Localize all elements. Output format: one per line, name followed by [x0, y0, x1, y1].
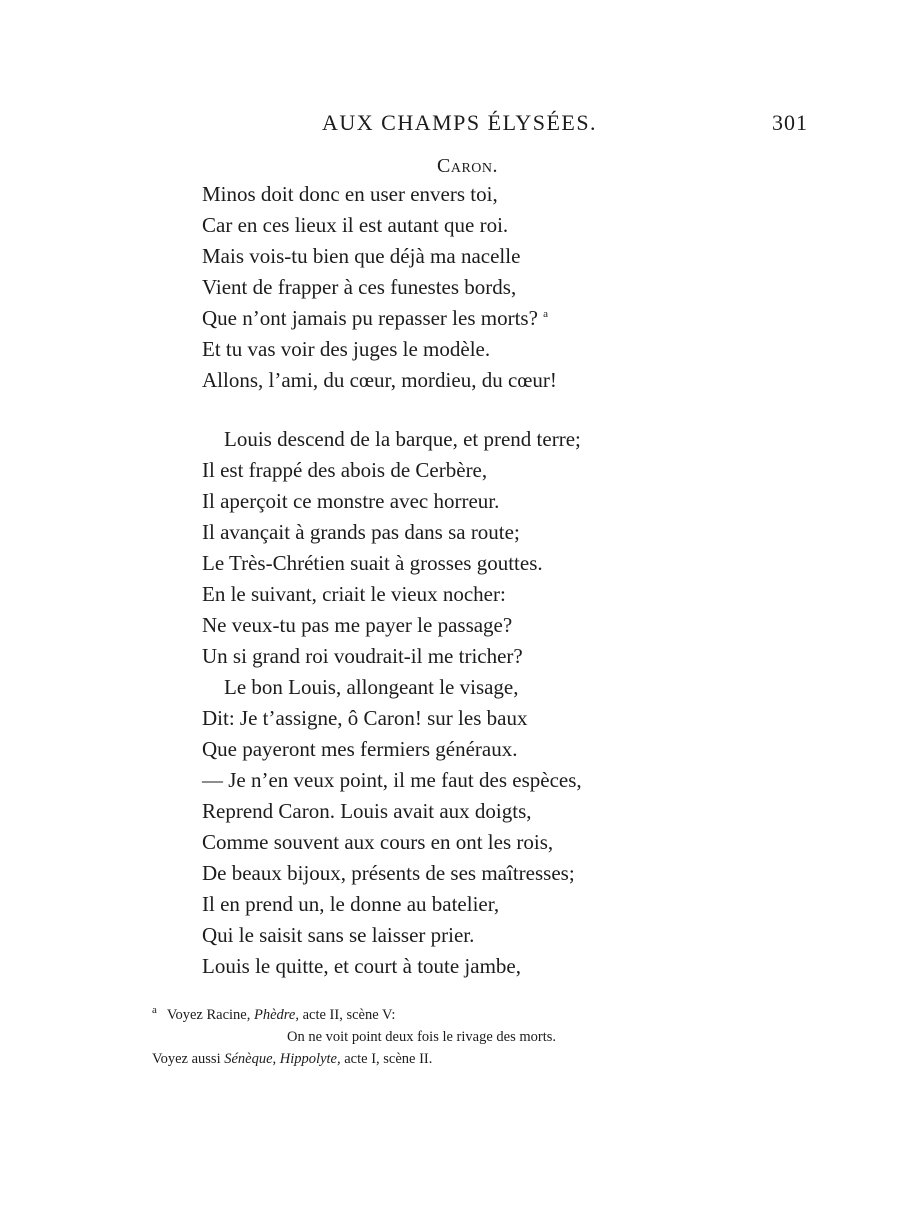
verse-stanza-2 — [202, 424, 582, 982]
footnote-work-title: Sénèque, Hippolyte, — [224, 1051, 341, 1067]
footnote-text: acte II, scène V: — [302, 1007, 396, 1023]
verse-stanza-1 — [202, 179, 557, 396]
verse-line: Un si grand roi voudrait-il me tricher? — [202, 644, 523, 668]
footnote-text: Voyez Racine, — [166, 1007, 251, 1023]
verse-line: Ne veux-tu pas me payer le passage? — [202, 613, 513, 637]
speaker-name: Caron. — [437, 155, 499, 177]
verse-line: Minos doit donc en user envers toi, — [202, 182, 498, 206]
verse-line: Qui le saisit sans se laisser prier. — [202, 923, 475, 947]
footnotes — [152, 1004, 556, 1070]
verse-line: Et tu vas voir des juges le modèle. — [202, 337, 491, 361]
verse-line: Vient de frapper à ces funestes bords, — [202, 275, 517, 299]
footnote-text: acte I, scène II. — [344, 1051, 433, 1067]
verse-line: De beaux bijoux, présents de ses maîtresses; — [202, 861, 575, 885]
page-number: 301 — [772, 110, 808, 135]
running-head — [0, 110, 900, 140]
verse-line: Que payeront mes fermiers généraux. — [202, 737, 518, 761]
footnote-quote: On ne voit point deux fois le rivage des morts. — [287, 1029, 557, 1045]
verse-line: — Je n’en veux point, il me faut des espèces, — [202, 768, 582, 792]
footnote-work-title: Phèdre, — [254, 1007, 299, 1023]
verse-line: Reprend Caron. Louis avait aux doigts, — [202, 799, 532, 823]
verse-line: Il est frappé des abois de Cerbère, — [202, 458, 488, 482]
footnote-line-1 — [152, 1004, 556, 1026]
verse-line: Mais vois-tu bien que déjà ma nacelle — [202, 244, 521, 268]
running-title: AUX CHAMPS ÉLYSÉES. — [322, 110, 598, 135]
verse-line: Dit: Je t’assigne, ô Caron! sur les baux — [202, 706, 528, 730]
verse-line: En le suivant, criait le vieux nocher: — [202, 582, 506, 606]
verse-line: Louis descend de la barque, et prend terre; — [224, 427, 581, 451]
verse-line: Il en prend un, le donne au batelier, — [202, 892, 500, 916]
verse-text: Que n’ont jamais pu repasser les morts? — [202, 306, 538, 330]
verse-line: Le Très-Chrétien suait à grosses gouttes. — [202, 551, 543, 575]
footnote-reference: a — [543, 308, 549, 320]
verse-line: Il avançait à grands pas dans sa route; — [202, 520, 520, 544]
verse-line: Car en ces lieux il est autant que roi. — [202, 213, 509, 237]
verse-line-with-footnote — [202, 303, 557, 334]
footnote-line-3 — [152, 1048, 556, 1070]
verse-line: Allons, l’ami, du cœur, mordieu, du cœur! — [202, 368, 557, 392]
footnote-text: Voyez aussi — [152, 1051, 221, 1067]
verse-line: Il aperçoit ce monstre avec horreur. — [202, 489, 500, 513]
verse-line: Le bon Louis, allongeant le visage, — [224, 675, 519, 699]
verse-line: Louis le quitte, et court à toute jambe, — [202, 954, 521, 978]
footnote-mark: a — [152, 1004, 157, 1017]
verse-line: Comme souvent aux cours en ont les rois, — [202, 830, 554, 854]
